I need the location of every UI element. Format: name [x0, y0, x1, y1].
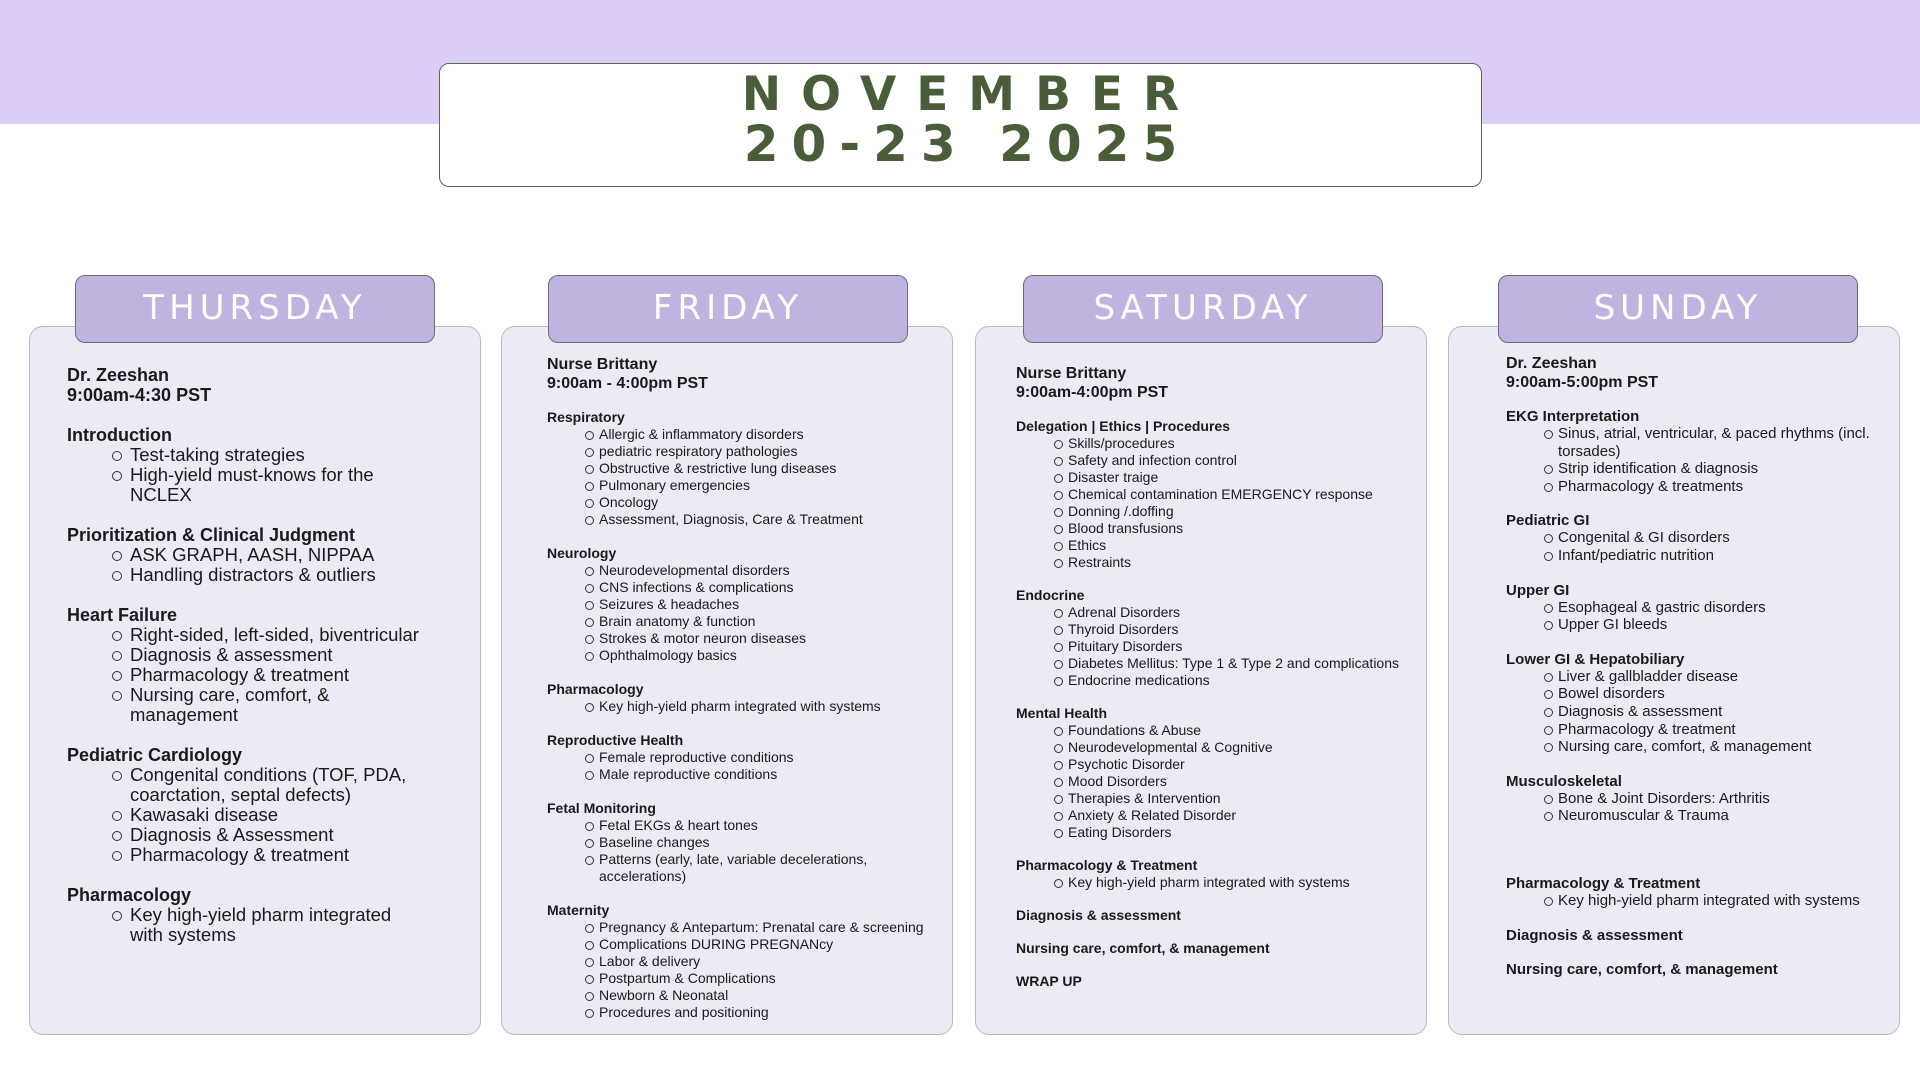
topic-item: Procedures and positioning: [547, 1004, 947, 1021]
session-time: 9:00am-5:00pm PST: [1506, 374, 1659, 391]
topic-item: Handling distractors & outliers: [67, 565, 427, 585]
topic-item: Allergic & inflammatory disorders: [547, 426, 947, 443]
topic-item: Assessment, Diagnosis, Care & Treatment: [547, 511, 947, 528]
topic-section: [1506, 961, 1896, 978]
topic-title: Diagnosis & assessment: [1506, 926, 1683, 944]
topic-title: Maternity: [547, 902, 610, 918]
topic-item: Restraints: [1016, 554, 1416, 571]
presenter-name: Dr. Zeeshan: [67, 365, 170, 385]
topic-item: pediatric respiratory pathologies: [547, 443, 947, 460]
topic-title: EKG Interpretation: [1506, 408, 1640, 425]
topic-item: Patterns (early, late, variable decelerations, accelerations): [547, 851, 947, 885]
topic-item: Disaster traige: [1016, 469, 1416, 486]
topic-item: Endocrine medications: [1016, 672, 1416, 689]
topic-item: Baseline changes: [547, 834, 947, 851]
topic-item: Neurodevelopmental disorders: [547, 562, 947, 579]
topic-title: Diagnosis & assessment: [1016, 907, 1181, 923]
topic-item: High-yield must-knows for the NCLEX: [67, 465, 427, 505]
topic-item: Diagnosis & Assessment: [67, 825, 427, 845]
topic-item: Sinus, atrial, ventricular, & paced rhythms (incl. torsades): [1506, 425, 1896, 460]
topic-item: Esophageal & gastric disorders: [1506, 599, 1896, 617]
topic-title: Heart Failure: [67, 605, 178, 625]
topic-item: Skills/procedures: [1016, 435, 1416, 452]
saturday-schedule: [1016, 364, 1416, 1006]
presenter-block: [1016, 364, 1416, 402]
topic-section: [547, 902, 947, 1021]
presenter-name: Nurse Brittany: [547, 356, 658, 373]
topic-item: Obstructive & restrictive lung diseases: [547, 460, 947, 477]
topic-item: Bone & Joint Disorders: Arthritis: [1506, 790, 1896, 808]
topic-item: Congenital & GI disorders: [1506, 529, 1896, 547]
topic-item: Eating Disorders: [1016, 824, 1416, 841]
topic-item: Key high-yield pharm integrated with systems: [67, 905, 427, 945]
topic-title: Mental Health: [1016, 705, 1108, 721]
topic-item: Oncology: [547, 494, 947, 511]
topic-item: Foundations & Abuse: [1016, 722, 1416, 739]
date-banner: [439, 63, 1482, 187]
topic-item: Pregnancy & Antepartum: Prenatal care & screening: [547, 919, 947, 936]
topic-section: [67, 525, 427, 585]
topic-item: Female reproductive conditions: [547, 749, 947, 766]
topic-item: Donning /.doffing: [1016, 503, 1416, 520]
topic-section: [1506, 927, 1896, 944]
topic-title: Nursing care, comfort, & management: [1016, 940, 1270, 956]
day-tab-thursday: THURSDAY: [75, 275, 435, 343]
topic-item: Ophthalmology basics: [547, 647, 947, 664]
topic-item: Postpartum & Complications: [547, 970, 947, 987]
topic-item: Thyroid Disorders: [1016, 621, 1416, 638]
topic-item: Therapies & Intervention: [1016, 790, 1416, 807]
topic-item: Test-taking strategies: [67, 445, 427, 465]
topic-title: Reproductive Health: [547, 732, 684, 748]
topic-item: Neuromuscular & Trauma: [1506, 807, 1896, 825]
topic-item: Right-sided, left-sided, biventricular: [67, 625, 427, 645]
topic-title: Pharmacology: [67, 885, 192, 905]
topic-item: Key high-yield pharm integrated with systems: [1016, 874, 1416, 891]
topic-section: [67, 885, 427, 945]
topic-item: Psychotic Disorder: [1016, 756, 1416, 773]
topic-section: [1016, 857, 1416, 891]
topic-item: Kawasaki disease: [67, 805, 427, 825]
presenter-name: Nurse Brittany: [1016, 365, 1127, 382]
topic-title: Pharmacology & Treatment: [1016, 857, 1198, 873]
session-time: 9:00am-4:00pm PST: [1016, 384, 1169, 401]
topic-item: Chemical contamination EMERGENCY response: [1016, 486, 1416, 503]
topic-item: Safety and infection control: [1016, 452, 1416, 469]
topic-item: Labor & delivery: [547, 953, 947, 970]
topic-item: Neurodevelopmental & Cognitive: [1016, 739, 1416, 756]
topic-section: [547, 732, 947, 783]
day-tab-sunday: SUNDAY: [1498, 275, 1858, 343]
topic-item: Brain anatomy & function: [547, 613, 947, 630]
topic-item: Complications DURING PREGNANcy: [547, 936, 947, 953]
topic-section: [1016, 418, 1416, 571]
topic-title: Prioritization & Clinical Judgment: [67, 525, 356, 545]
topic-title: Upper GI: [1506, 581, 1570, 599]
presenter-block: [67, 365, 427, 405]
topic-section: [547, 409, 947, 528]
topic-item: Congenital conditions (TOF, PDA, coarctation, septal defects): [67, 765, 427, 805]
topic-item: Ethics: [1016, 537, 1416, 554]
topic-title: Delegation | Ethics | Procedures: [1016, 418, 1231, 434]
topic-section: [67, 745, 427, 865]
topic-item: Pharmacology & treatment: [67, 845, 427, 865]
topic-item: Pituitary Disorders: [1016, 638, 1416, 655]
topic-item: Fetal EKGs & heart tones: [547, 817, 947, 834]
topic-item: Diabetes Mellitus: Type 1 & Type 2 and complications: [1016, 655, 1416, 672]
friday-schedule: [547, 355, 947, 1038]
topic-title: Pharmacology: [547, 681, 644, 697]
topic-title: WRAP UP: [1016, 973, 1082, 989]
topic-item: Diagnosis & assessment: [67, 645, 427, 665]
day-tab-saturday: SATURDAY: [1023, 275, 1383, 343]
session-time: 9:00am - 4:00pm PST: [547, 375, 708, 392]
topic-item: Key high-yield pharm integrated with systems: [547, 698, 947, 715]
topic-title: Nursing care, comfort, & management: [1506, 960, 1778, 978]
topic-title: Endocrine: [1016, 587, 1085, 603]
day-tab-friday: FRIDAY: [548, 275, 908, 343]
topic-title: Lower GI & Hepatobiliary: [1506, 650, 1685, 668]
thursday-schedule: [67, 365, 427, 965]
topic-item: Bowel disorders: [1506, 685, 1896, 703]
topic-section: [1016, 940, 1416, 957]
topic-section: [1506, 651, 1896, 756]
topic-item: ASK GRAPH, AASH, NIPPAA: [67, 545, 427, 565]
topic-title: Neurology: [547, 545, 617, 561]
session-time: 9:00am-4:30 PST: [67, 385, 212, 405]
topic-item: Nursing care, comfort, & management: [1506, 738, 1896, 756]
topic-item: Diagnosis & assessment: [1506, 703, 1896, 721]
topic-section: [1016, 705, 1416, 841]
topic-section: [67, 425, 427, 505]
topic-item: Anxiety & Related Disorder: [1016, 807, 1416, 824]
topic-item: Liver & gallbladder disease: [1506, 668, 1896, 686]
topic-section: [1016, 587, 1416, 689]
topic-item: Upper GI bleeds: [1506, 616, 1896, 634]
presenter-name: Dr. Zeeshan: [1506, 355, 1597, 372]
topic-title: Pediatric GI: [1506, 512, 1590, 530]
presenter-block: [1506, 354, 1896, 392]
topic-item: Key high-yield pharm integrated with systems: [1506, 892, 1896, 910]
date-month: NOVEMBER: [741, 67, 1200, 122]
topic-section: [67, 605, 427, 725]
topic-section: [1506, 773, 1896, 825]
topic-section: [547, 681, 947, 715]
date-range: 20-23 2025: [743, 115, 1191, 173]
topic-item: Newborn & Neonatal: [547, 987, 947, 1004]
topic-section: [1016, 907, 1416, 924]
topic-item: Seizures & headaches: [547, 596, 947, 613]
topic-title: Fetal Monitoring: [547, 800, 656, 816]
topic-item: Mood Disorders: [1016, 773, 1416, 790]
topic-section: [547, 800, 947, 885]
topic-item: Nursing care, comfort, & management: [67, 685, 427, 725]
topic-item: Pulmonary emergencies: [547, 477, 947, 494]
topic-item: Infant/pediatric nutrition: [1506, 547, 1896, 565]
topic-item: Blood transfusions: [1016, 520, 1416, 537]
topic-section: [547, 545, 947, 664]
topic-item: CNS infections & complications: [547, 579, 947, 596]
topic-title: Respiratory: [547, 409, 625, 425]
topic-section: [1506, 512, 1896, 564]
topic-item: Male reproductive conditions: [547, 766, 947, 783]
topic-item: Strokes & motor neuron diseases: [547, 630, 947, 647]
sunday-schedule: [1506, 354, 1896, 995]
topic-item: Pharmacology & treatment: [67, 665, 427, 685]
topic-section: [1016, 973, 1416, 990]
topic-title: Musculoskeletal: [1506, 772, 1622, 790]
topic-item: Pharmacology & treatments: [1506, 478, 1896, 496]
presenter-block: [547, 355, 947, 393]
topic-item: Adrenal Disorders: [1016, 604, 1416, 621]
topic-section: [1506, 408, 1896, 495]
topic-title: Pharmacology & Treatment: [1506, 874, 1701, 892]
topic-title: Introduction: [67, 425, 172, 445]
topic-item: Pharmacology & treatment: [1506, 721, 1896, 739]
topic-title: Pediatric Cardiology: [67, 745, 243, 765]
topic-section: [1506, 582, 1896, 634]
topic-item: Strip identification & diagnosis: [1506, 460, 1896, 478]
topic-section: [1506, 875, 1896, 910]
